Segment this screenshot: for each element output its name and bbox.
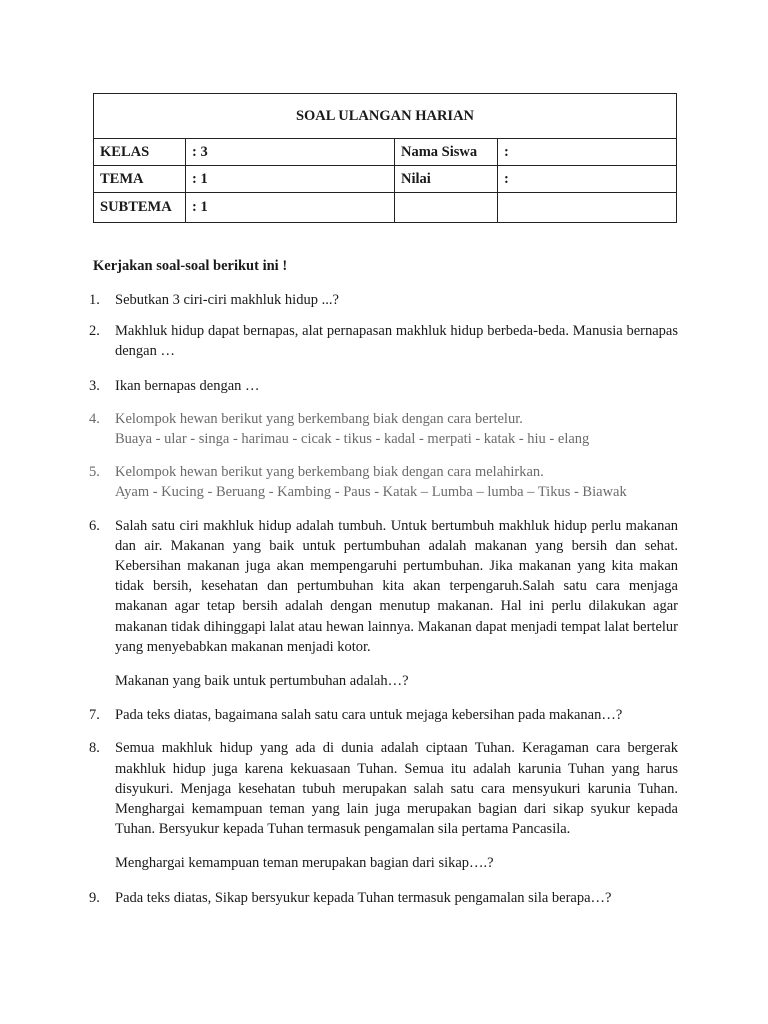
question-text: Kelompok hewan berikut yang berkembang biak dengan cara bertelur. bbox=[115, 410, 523, 427]
student-name-label: Nama Siswa bbox=[395, 139, 498, 166]
instruction-heading: Kerjakan soal-soal berikut ini ! bbox=[93, 258, 288, 274]
header-table bbox=[93, 93, 677, 223]
empty-cell bbox=[395, 193, 498, 223]
question-list bbox=[89, 290, 678, 908]
animal-list: Ayam - Kucing - Beruang - Kambing - Paus - Katak – Lumba – lumba – Tikus - Biawak bbox=[115, 484, 627, 501]
reading-passage: Semua makhluk hidup yang ada di dunia adalah ciptaan Tuhan. Keragaman cara bergerak makhluk hidup juga karena kekuasaan Tuhan. Semua itu adalah karunia Tuhan yang harus disyukuri. Menjaga kesehatan tubuh merupakan salah satu cara mensyukuri karunia Tuhan. Menghargai kemampuan teman yang lain juga merupakan bagian dari sikap syukur kepada Tuhan. Bersyukur kepada Tuhan termasuk pengamalan sila pertama Pancasila. bbox=[115, 740, 678, 838]
score-field: : bbox=[498, 166, 677, 193]
question-item bbox=[89, 321, 678, 361]
class-label: KELAS bbox=[94, 139, 186, 166]
question-text: Pada teks diatas, Sikap bersyukur kepada Tuhan termasuk pengamalan sila berapa…? bbox=[115, 889, 612, 906]
theme-label: TEMA bbox=[94, 166, 186, 193]
question-number: 8. bbox=[89, 740, 100, 757]
worksheet-title: SOAL ULANGAN HARIAN bbox=[94, 94, 677, 139]
question-text: Kelompok hewan berikut yang berkembang biak dengan cara melahirkan. bbox=[115, 464, 544, 481]
question-number: 1. bbox=[89, 292, 100, 308]
question-item bbox=[89, 290, 678, 310]
class-value: : 3 bbox=[186, 139, 395, 166]
question-text: Makhluk hidup dapat bernapas, alat pernapasan makhluk hidup berbeda-beda. Manusia bernapas dengan … bbox=[115, 323, 678, 360]
question-text: Pada teks diatas, bagaimana salah satu cara untuk mejaga kebersihan pada makanan…? bbox=[115, 707, 623, 724]
score-label: Nilai bbox=[395, 166, 498, 193]
question-text: Ikan bernapas dengan … bbox=[115, 377, 260, 394]
empty-cell bbox=[498, 193, 677, 223]
question-number: 2. bbox=[89, 323, 100, 340]
question-item bbox=[89, 705, 678, 725]
follow-up-question: Menghargai kemampuan teman merupakan bagian dari sikap….? bbox=[115, 855, 494, 872]
question-item bbox=[89, 888, 678, 908]
animal-list: Buaya - ular - singa - harimau - cicak - tikus - kadal - merpati - katak - hiu - elang bbox=[115, 431, 590, 448]
reading-passage: Salah satu ciri makhluk hidup adalah tumbuh. Untuk bertumbuh makhluk hidup perlu makanan dan air. Makanan yang baik untuk pertumbuhan adalah makanan yang bersih dan sehat. Kebersihan makanan juga akan mempengaruhi pertumbuhan. Jika makanan yang kita makan tidak bersih, kesehatan dan pertumbuhan kita akan terpengaruh.Salah satu cara menjaga makanan agar tetap bersih adalah dengan menutup makanan. Hal ini perlu dilakukan agar makanan tidak dihinggapi lalat atau hewan lainnya. Makanan dapat menjadi tempat lalat bertelur yang menyebabkan makanan menjadi kotor. bbox=[115, 517, 678, 655]
student-name-field: : bbox=[498, 139, 677, 166]
question-number: 5. bbox=[89, 464, 100, 481]
question-item bbox=[89, 462, 678, 502]
question-number: 7. bbox=[89, 707, 100, 724]
question-number: 4. bbox=[89, 410, 100, 427]
subtheme-value: : 1 bbox=[186, 193, 395, 223]
question-item bbox=[89, 376, 678, 396]
question-number: 3. bbox=[89, 377, 100, 394]
follow-up-question: Makanan yang baik untuk pertumbuhan adalah…? bbox=[115, 673, 409, 690]
question-item bbox=[89, 516, 678, 692]
subtheme-label: SUBTEMA bbox=[94, 193, 186, 223]
question-text: Sebutkan 3 ciri-ciri makhluk hidup ...? bbox=[115, 292, 339, 308]
question-number: 6. bbox=[89, 517, 100, 534]
question-item bbox=[89, 409, 678, 449]
theme-value: : 1 bbox=[186, 166, 395, 193]
question-number: 9. bbox=[89, 889, 100, 906]
question-item bbox=[89, 738, 678, 873]
